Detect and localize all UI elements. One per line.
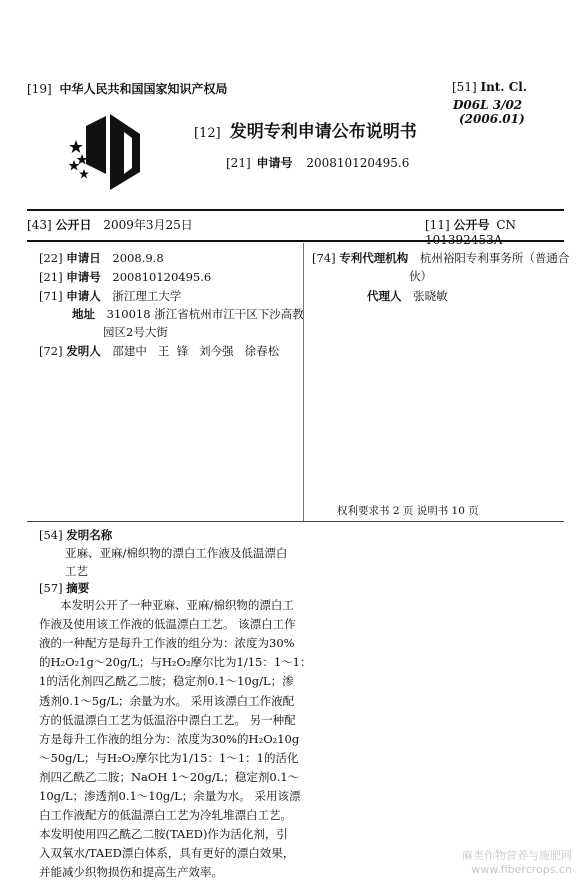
cnipa-emblem-icon	[66, 112, 164, 194]
office-name: 中华人民共和国国家知识产权局	[59, 82, 228, 96]
abstract-line: ～50g/L；与H₂O₂摩尔比为1/15：1～1：1的活化	[39, 750, 299, 765]
pub-date-label: 公开日	[55, 218, 92, 232]
inid-51: [51]	[452, 80, 477, 94]
pub-date-block	[27, 216, 193, 233]
page-count: 权利要求书 2 页 说明书 10 页	[337, 505, 479, 517]
pub-date-value: 2009年3月25日	[103, 218, 193, 232]
invention-title-line2: 工艺	[65, 564, 88, 578]
abstract-line: 10g/L；渗透剂0.1～10g/L；余量为水。 采用该漂	[39, 789, 301, 803]
abstract-line: 1的活化剂四乙酰乙二胺；稳定剂0.1～10g/L；渗	[39, 674, 294, 689]
agency-line2: 伙）	[409, 269, 432, 283]
abstract-line: 作液及使用该工作液的低温漂白工艺。 该漂白工作	[39, 617, 296, 632]
int-cl-label: Int. Cl.	[480, 80, 527, 94]
ipc-date: (2006.01)	[459, 112, 525, 126]
watermark-line1: 麻类作物营养与施肥网	[462, 849, 572, 862]
filing-date-label: 申请日	[66, 251, 101, 265]
applicant-value: 浙江理工大学	[112, 289, 182, 303]
watermark	[462, 849, 572, 877]
address-line1: 310018 浙江省杭州市江干区下沙高教	[106, 307, 304, 321]
inid-72: [72]	[39, 344, 63, 358]
section-rule	[27, 521, 564, 522]
filing-date-row	[39, 250, 164, 266]
abstract-line: 方是每升工作液的组分为：浓度为30%的H₂O₂10g	[39, 731, 300, 746]
abstract-line: 本发明公开了一种亚麻、亚麻/棉织物的漂白工	[60, 598, 294, 612]
agent-row	[367, 288, 448, 304]
agency-row	[312, 250, 569, 266]
doc-type-title: 发明专利申请公布说明书	[229, 122, 417, 142]
mid-rule	[27, 240, 564, 242]
abstract-line: 并能减少织物损伤和提高生产效率。	[39, 865, 223, 880]
address-label: 地址	[72, 307, 95, 321]
abstract-line: 白工作液配方的低温漂白工艺为冷轧堆漂白工艺。	[39, 808, 292, 823]
applicant-row	[39, 288, 181, 304]
agent-label: 代理人	[367, 289, 402, 303]
inid-21b: [21]	[39, 270, 63, 284]
abstract-label: 摘要	[66, 581, 90, 595]
agent-name: 张晓敏	[413, 289, 448, 303]
inid-19: [19]	[27, 82, 52, 96]
abstract-line: 剂四乙酰乙二胺；NaOH 1～20g/L；稳定剂0.1～	[39, 769, 300, 784]
top-rule	[27, 209, 564, 211]
app-number-value: 200810120495.6	[306, 156, 410, 170]
inventor-label: 发明人	[66, 344, 101, 358]
abstract-line: 方的低温漂白工艺为低温浴中漂白工艺。 另一种配	[39, 712, 296, 727]
inventor-row	[39, 343, 279, 359]
invention-title-line1: 亚麻、亚麻/棉织物的漂白工作液及低温漂白	[65, 546, 288, 560]
watermark-line2: www.fibercrops.cn	[471, 863, 572, 876]
agency-line1: 杭州裕阳专利事务所（普通合	[419, 251, 570, 265]
app-no-row	[39, 269, 211, 285]
abstract-line: 的H₂O₂1g～20g/L；与H₂O₂摩尔比为1/15：1～1：	[39, 655, 312, 670]
app-no-label: 申请号	[66, 270, 101, 284]
abstract-line: 入双氧水/TAED漂白体系，具有更好的漂白效果，	[39, 846, 295, 861]
inid-57: [57]	[39, 581, 63, 595]
applicant-label: 申请人	[66, 289, 101, 303]
abstract-line: 本发明使用四乙酰乙二胺(TAED)作为活化剂，引	[39, 827, 288, 842]
inid-22: [22]	[39, 251, 63, 265]
inventor-names: 邵建中 王 锋 刘今强 徐春松	[112, 344, 280, 358]
ipc-block	[453, 98, 578, 126]
address-line2: 园区2号大街	[103, 325, 168, 339]
inid-12: [12]	[194, 126, 221, 141]
inid-71: [71]	[39, 289, 63, 303]
app-number-block	[226, 154, 409, 171]
filing-date-value: 2008.9.8	[112, 251, 164, 265]
title-heading	[39, 527, 112, 543]
doc-type-block	[194, 117, 417, 142]
app-number-label: 申请号	[256, 156, 293, 170]
address-row	[72, 306, 304, 322]
pub-number-value: CN 101392453A	[425, 218, 516, 247]
abstract-line: 液的一种配方是每升工作液的组分为：浓度为30%	[39, 636, 295, 651]
app-no-value: 200810120495.6	[112, 270, 212, 284]
pub-number-block	[425, 216, 578, 247]
abstract-heading	[39, 580, 89, 596]
inid-43: [43]	[27, 218, 52, 232]
inid-11: [11]	[425, 218, 450, 232]
pub-number-label: 公开号	[453, 218, 490, 232]
abstract-line: 透剂0.1～5g/L；余量为水。 采用该漂白工作液配	[39, 693, 295, 708]
inid-21: [21]	[226, 156, 251, 170]
title-label: 发明名称	[66, 528, 113, 542]
inid-54: [54]	[39, 528, 63, 542]
inid-74: [74]	[312, 251, 336, 265]
agency-label: 专利代理机构	[339, 251, 409, 265]
ipc-code: D06L 3/02	[453, 98, 523, 112]
column-divider	[303, 243, 304, 521]
office-header	[27, 80, 227, 97]
int-cl-block	[452, 80, 527, 94]
